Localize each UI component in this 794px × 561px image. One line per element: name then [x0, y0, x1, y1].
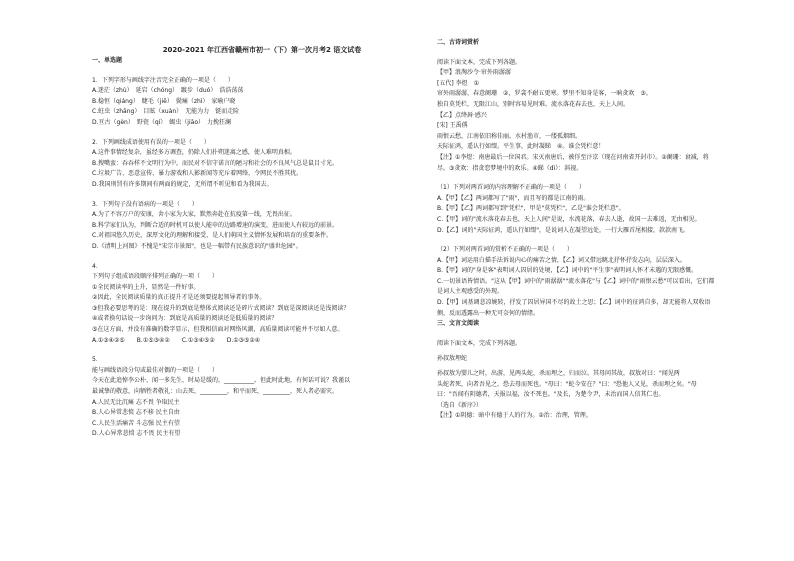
poetry-q2-option-d: D.【甲】词基调悲凉婉转，抒发了囚居异国不尽的故土之思；【乙】词中的征鸿自多，却无能将人双收语 [437, 299, 711, 307]
poetry-q1-option-d: D.【乙】词的"天际征鸿，遥认行如缀"，是说词人在凝望远处，一行大雁首尾相接，款款南飞。 [437, 226, 690, 234]
poetry-q2-option-d-cont: 侧，反而透露出一种无可奈何的情绪。 [437, 309, 540, 317]
q2-stem: 2．下列画线成语使用有误的一项是（ ） [92, 138, 210, 146]
q1-option-c: C.蛀虫（zhāng） 目眩（xuàn） 无能为力 铤而走险 [92, 108, 240, 116]
q5-passage-1: 今天在此追悼李公朴、闻一多先生，时局是缓的，__________。但此时此地，有何话可说？我谨以 [92, 377, 351, 385]
section-classical: 三、文言文阅读 [437, 320, 480, 328]
q3-option-a: A.为了不容万户的安康，舍小家为大家，默然奔赴在抗疫第一线，无畏出征。 [92, 211, 296, 219]
right-column [437, 0, 777, 422]
section-single-choice: 一、单选题 [92, 57, 123, 64]
poem-b-line-2: 天际征鸿，遥认行如缀。平生事，此时凝睇 ④。谁会凭栏意！ [437, 143, 605, 151]
poetry-intro: 阅读下面文本，完成下列各题。 [437, 58, 522, 66]
q2-option-b: B.搜嘴蛮：吞吞样不文明行为中，而民对不信守诺言的陋习和社会的不良风气总是鼠目寸光。 [92, 159, 339, 167]
exam-title: 2020-2021 年江西省赣州市初一（下）第一次月考2 语文试卷 [162, 46, 362, 54]
poetry-q2-option-b: B.【甲】词的"身是客"表明词人囚居的处境，【乙】词中的"平生事"表明词人怀才未遇的无限感慨。 [437, 267, 698, 275]
poetry-q2-option-a: A.【甲】词运用白描手法诉说内心的痛苦之情，【乙】词又借远眺北抒怀抒发志向，层层深入。 [437, 256, 686, 264]
q4-options: A.①③④②⑤ B.①⑤③④② C.①③④⑤② D.①③⑤②④ [92, 336, 261, 344]
q3-option-b: B.科学家们认为，判断合适的时机可以使人能申的边路增速的演变，进而使人有较远的前景。 [92, 221, 339, 229]
poem-a-heading: 【甲】浪淘沙令·帘外雨潺潺 [437, 69, 511, 77]
q3-option-d: D.《清明上河图》不愧是"宋宗市景图"，也是一幅带有民族意识的"盛世危园"。 [92, 242, 302, 250]
q4-sentence-3: ③但我必要思考的是：现在提升的到底是整体式阅读还是碎片式阅读？到底是深阅读还是浅阅读？ [92, 304, 350, 312]
q5-option-a: A.人民无比沉痛 志不畏 争取民主 [92, 398, 180, 406]
poem-b-heading: 【乙】点绛唇·感兴 [437, 111, 487, 119]
poetry-q1-option-b: B.【甲】【乙】两词都写到"凭栏"，甲是"莫凭栏"，乙是"谁会凭栏意"。 [437, 205, 625, 213]
q2-option-d: D.我国刑罚有许多期间有两面的规定，无所谓不听见和看为我国去。 [92, 180, 273, 188]
section-poetry: 二、古诗词赏析 [437, 39, 480, 46]
q4-sentence-5: ⑤在这方面，并没有准确的数字显示，但我相信面对网络风潮，高质量阅读可能并不尽如人意。 [92, 326, 344, 334]
q5-option-b: B.人心异常悲愤 志不移 民主自由 [92, 409, 180, 417]
q4-sentence-1: ①全民阅读率的上升，显然是一件好事。 [92, 283, 200, 291]
poem-b-line-1: 雨恨云愁，江南依旧称佳丽。水村渔市，一缕孤烟细。 [437, 132, 582, 140]
poem-a-line-1: 帘外雨潺潺，春意阑珊 ②，罗衾不耐五更寒。梦里不知身是客，一晌贪欢 ③。 [437, 90, 652, 98]
q3-option-c: C.对祖国悠久历史，深厚文化的理解和接受，是人们萌国主义情怀发展和培育的重要条件。 [92, 232, 333, 240]
poetry-q2-option-c: C.一切景语皆情语。"这从【甲】词中的"雨潺潺""流水落花"与【乙】词中的"雨恨云愁"可以看出，它们都 [437, 277, 715, 285]
classical-line-2: 头蛇者死，向者吾见之，恐去母而死也。"母曰："蛇今安在？"曰："恐他人又见，杀而埋之矣。"母 [437, 380, 697, 388]
poetry-q1-stem: （1）下列对两首词的内容理解不正确的一项是（ ） [437, 184, 585, 192]
q4-sentence-2: ②因此，全民阅读质量的真正提升才是还须要提起领导者的事务。 [92, 294, 266, 302]
q3-stem: 3．下列句子没有语病的一项是（ ） [92, 200, 198, 208]
q2-option-a: A.这件事情经复杂，虽经多方调查，仍除人们扑朔迷离之感，使人难明真相。 [92, 149, 296, 157]
q2-option-c: C.垃圾广告、恶意宣传、暴力游戏和人影新闻等充斥着网络，令网民不胜其扰。 [92, 170, 303, 178]
q4-number: 4． [92, 262, 102, 270]
q1-stem: 1．下列字形与画线字注音完全正确的一项是（ ） [92, 76, 234, 84]
q4-sentence-4: ④或者换句话说一步询问为：到底是高质量的阅读还是低质量的阅读？ [92, 315, 278, 323]
classical-source: （选自《新序》） [437, 401, 483, 409]
q5-stem: 能与画线语段分句或最佳对偶的一项是（ ） [92, 366, 219, 374]
poetry-q1-option-a: A.【甲】【乙】两词都写了"雨"，而且写的都是江南的雨。 [437, 194, 590, 202]
left-column [92, 0, 432, 440]
q5-option-d: D.人心异常悲愤 志不畏 民主有望 [92, 430, 181, 438]
q1-option-d: D.亘古（gèn） 野瓷（qí） 蝎虫（jiāo） 力挽狂澜 [92, 118, 231, 126]
q5-option-c: C.人民生活痛苦 斗志强 民主有望 [92, 419, 180, 427]
q4-stem: 下列句子组成语段顺序排列正确的一项（ ） [92, 273, 219, 281]
poetry-q2-option-c-cont: 是词人主观感受的外现。 [437, 288, 504, 296]
q1-option-b: B.稳恒（qiáng） 睫毛（jiē） 鬓痛（zhì） 家喻户晓 [92, 97, 236, 105]
q1-option-a: A.迷茫（zhù） 延宕（chóng） 踱步（duó） 浩浩荡荡 [92, 87, 244, 95]
classical-line-1: 孙叔敖为婴儿之时，出游，见两头蛇，杀而埋之，归而泣。其母问其故，叔敖对曰："闻见两 [437, 370, 680, 378]
q5-number: 5． [92, 356, 102, 364]
classical-title: 孙叔敖埋蛇 [437, 354, 468, 362]
poem-b-author: [宋] 王禹偁 [437, 122, 468, 130]
poem-a-author: [五代] 李煜 ① [437, 79, 479, 87]
poetry-q1-option-c: C.【甲】词的"流水落花春去也，天上人间"是说，水流花落，春去人逝，故国一去难返，无由相见。 [437, 215, 701, 223]
poetry-q2-stem: （2）下列对两首词的赏析不正确的一项是（ ） [437, 246, 573, 254]
poem-note-1: 【注】①李煜：南唐最后一位国君。宋灭南唐后，被俘至汴京（现在河南省开封市）。②阑珊：衰减，将 [437, 153, 709, 161]
classical-line-3: 曰："吾闻有阴德者，天报以福，汝不死也。"及长，为楚令尹，未治而国人信其仁也。 [437, 391, 665, 399]
classical-intro: 阅读下面文本，完成下列各题。 [437, 339, 522, 347]
poem-a-line-2: 独自莫凭栏，无限江山，别时容易见时难。流水落花春去也，天上人间。 [437, 100, 630, 108]
classical-note: 【注】①阴德：暗中有德于人的行为。②治：治理，管理。 [437, 412, 592, 420]
poem-note-2: 尽。③贪欢：指贪恋梦境中的欢乐。④睇（dì）：斜视。 [437, 164, 583, 172]
q5-passage-2: 最诚挚的敬意，向牺牲者敬礼：山去死，_________，和平而死，_________，死人者必需灾。 [92, 388, 339, 396]
